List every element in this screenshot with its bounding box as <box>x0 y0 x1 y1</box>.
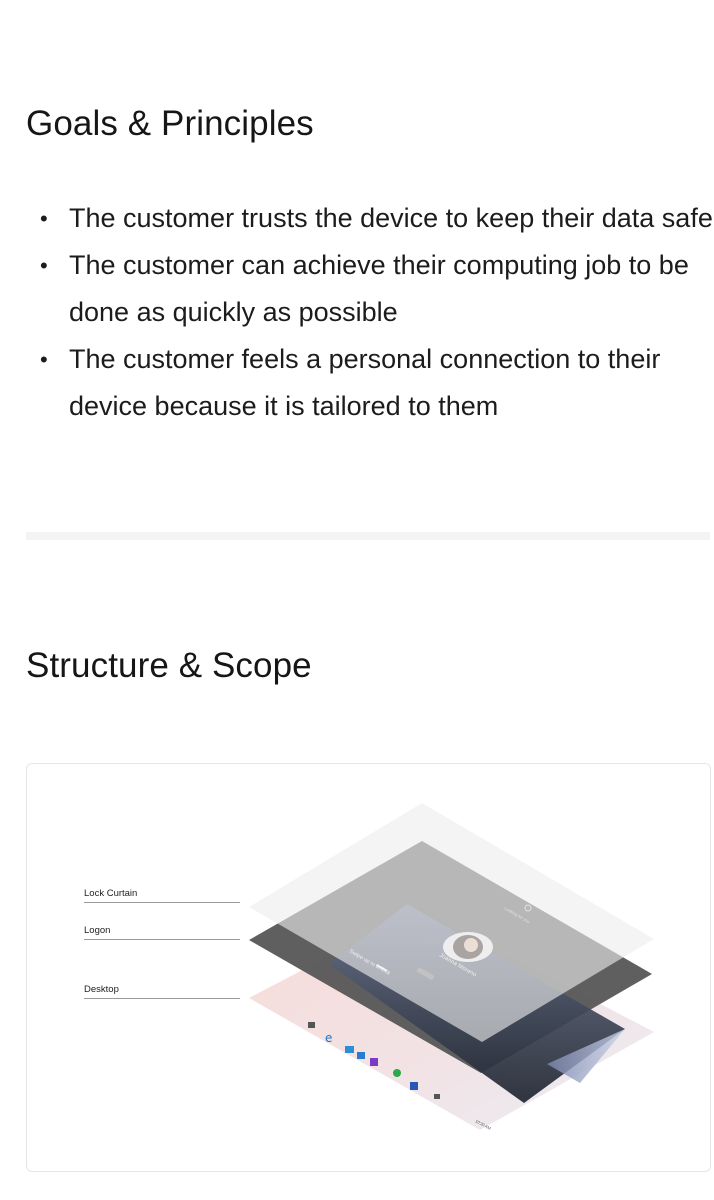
goals-heading: Goals & Principles <box>26 104 314 143</box>
goal-text: The customer feels a personal connection to their device because it is tailored to them <box>69 344 661 421</box>
svg-text:e: e <box>325 1031 333 1045</box>
goal-text: The customer trusts the device to keep their data safe <box>69 203 713 233</box>
list-item <box>36 336 714 430</box>
layer-label-logon: Logon <box>84 925 240 940</box>
layer-label-desktop: Desktop <box>84 984 240 999</box>
list-item <box>36 242 714 336</box>
bullet-icon: • <box>40 206 48 231</box>
section-divider <box>26 532 710 540</box>
bullet-icon: • <box>40 253 48 278</box>
list-item <box>36 195 714 242</box>
layer-stack-illustration <box>27 764 710 1171</box>
taskbar-clock: 10:30 AM <box>474 1118 492 1131</box>
goals-list <box>36 195 714 430</box>
layer-diagram <box>26 763 711 1172</box>
bullet-icon: • <box>40 347 48 372</box>
goal-text: The customer can achieve their computing job to be done as quickly as possible <box>69 250 689 327</box>
layer-label-lock-curtain: Lock Curtain <box>84 888 240 903</box>
scope-heading: Structure & Scope <box>26 646 312 685</box>
